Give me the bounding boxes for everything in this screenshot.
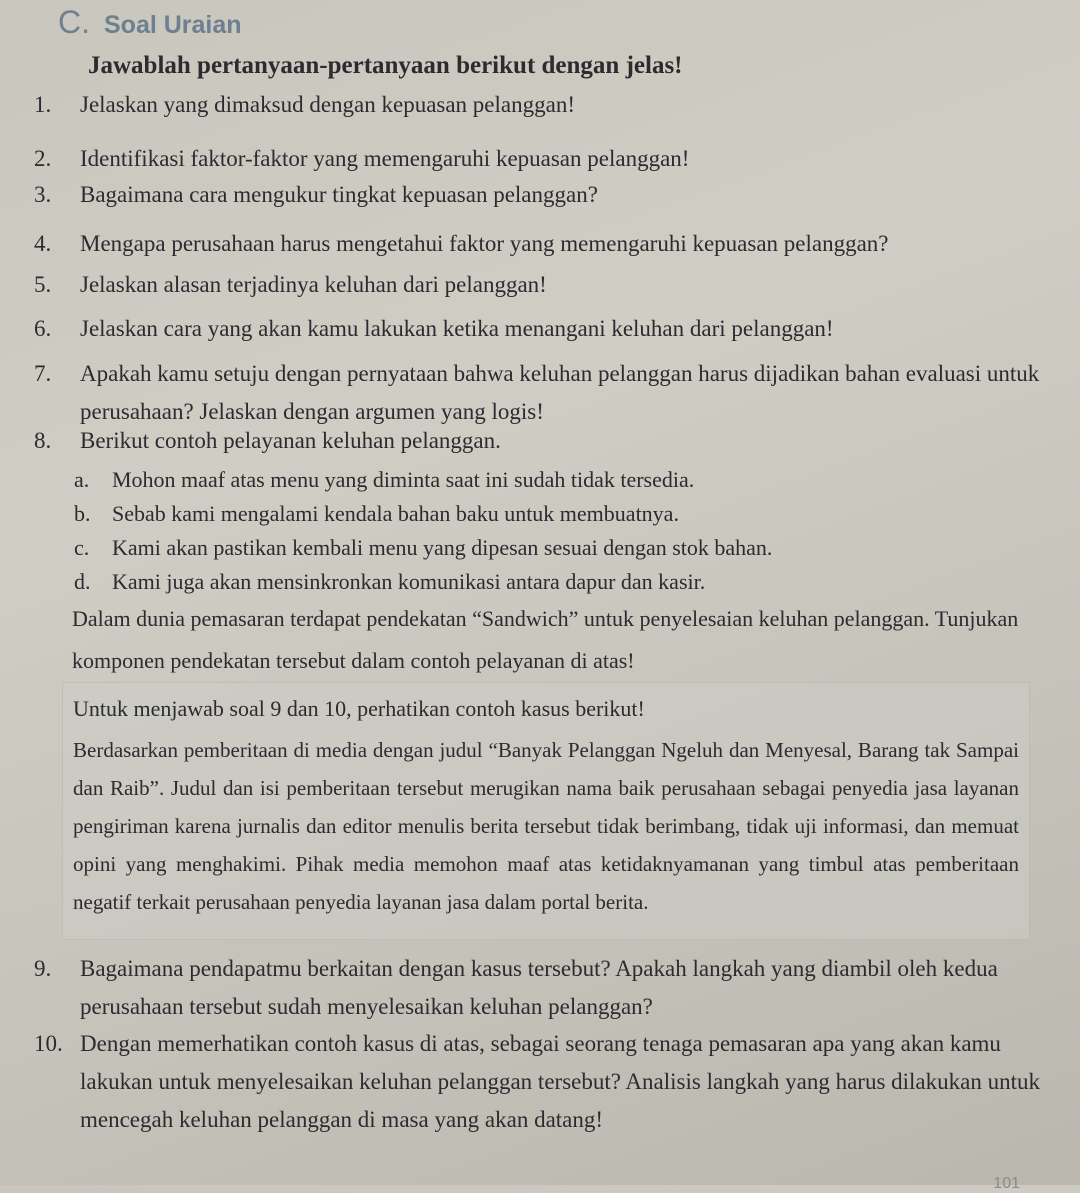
question-item xyxy=(34,86,1069,124)
question-text: Bagaimana cara mengukur tingkat kepuasan pelanggan? xyxy=(80,182,598,207)
option-text: Sebab kami mengalami kendala bahan baku untuk membuatnya. xyxy=(112,501,679,526)
question-number: 3. xyxy=(34,182,52,207)
case-intro: Untuk menjawab soal 9 dan 10, perhatikan contoh kasus berikut! xyxy=(73,696,645,721)
question-text: Bagaimana pendapatmu berkaitan dengan kasus tersebut? Apakah langkah yang diambil oleh kedua perusahaan tersebut sudah menyelesaikan keluhan pelanggan? xyxy=(80,956,998,1019)
question-text: Apakah kamu setuju dengan pernyataan bahwa keluhan pelanggan harus dijadikan bahan evaluasi untuk perusahaan? Jelaskan dengan argumen yang logis! xyxy=(80,361,1040,424)
question-item xyxy=(34,176,1069,214)
question-text: Dengan memerhatikan contoh kasus di atas, sebagai seorang tenaga pemasaran apa yang akan kamu lakukan untuk menyelesaikan keluhan pelanggan tersebut? Analisis langkah yang harus dilakukan untuk mencegah keluhan pelanggan di masa yang akan datang! xyxy=(80,1031,1040,1132)
option-label: c. xyxy=(74,535,90,560)
answer-option xyxy=(74,496,1064,532)
question-item xyxy=(34,422,1069,460)
option-text: Kami akan pastikan kembali menu yang dipesan sesuai dengan stok bahan. xyxy=(112,535,773,560)
answer-option xyxy=(74,564,1064,600)
question-item xyxy=(34,950,1069,1026)
answer-option xyxy=(74,462,1064,498)
answer-option xyxy=(74,530,1064,566)
page-number: 101 xyxy=(993,1175,1020,1192)
question-text: Jelaskan yang dimaksud dengan kepuasan pelanggan! xyxy=(80,92,575,117)
question-item xyxy=(34,225,1069,263)
question-number: 4. xyxy=(34,231,52,256)
section-title: Soal Uraian xyxy=(104,11,242,39)
option-label: d. xyxy=(74,569,91,594)
question-item xyxy=(34,1025,1069,1139)
case-study-box xyxy=(62,682,1030,940)
question-text: Mengapa perusahaan harus mengetahui faktor yang memengaruhi kepuasan pelanggan? xyxy=(80,231,889,256)
question-number: 6. xyxy=(34,316,52,341)
q8-paragraph: Dalam dunia pemasaran terdapat pendekatan “Sandwich” untuk penyelesaian keluhan pelanggan. Tunjukan komponen pendekatan tersebut dalam contoh pelayanan di atas! xyxy=(72,606,1019,673)
question-item xyxy=(34,310,1069,348)
option-label: a. xyxy=(74,467,90,492)
question-text: Berikut contoh pelayanan keluhan pelanggan. xyxy=(80,428,501,453)
question-item xyxy=(34,355,1069,431)
question-number: 5. xyxy=(34,272,52,297)
question-number: 8. xyxy=(34,428,52,453)
question-text: Jelaskan cara yang akan kamu lakukan ketika menangani keluhan dari pelanggan! xyxy=(80,316,834,341)
question-number: 1. xyxy=(34,92,52,117)
question-text: Identifikasi faktor-faktor yang memengaruhi kepuasan pelanggan! xyxy=(80,146,690,171)
option-text: Kami juga akan mensinkronkan komunikasi antara dapur dan kasir. xyxy=(112,569,706,594)
question-number: 10. xyxy=(34,1031,63,1056)
question-number: 9. xyxy=(34,956,52,981)
question-item xyxy=(34,266,1069,304)
case-body: Berdasarkan pemberitaan di media dengan judul “Banyak Pelanggan Ngeluh dan Menyesal, Barang tak Sampai dan Raib”. Judul dan isi pemberitaan tersebut merugikan nama baik perusahaan sebagai penyedia jasa layanan pengiriman karena jurnalis dan editor menulis berita tersebut tidak berimbang, tidak uji informasi, dan memuat opini yang menghakimi. Pihak media memohon maaf atas ketidaknyamanan yang timbul atas pemberitaan negatif terkait perusahaan penyedia layanan jasa dalam portal berita. xyxy=(73,738,1019,914)
section-letter: C. xyxy=(58,4,90,40)
instruction: Jawablah pertanyaan-pertanyaan berikut dengan jelas! xyxy=(88,52,683,79)
question-item xyxy=(34,140,1069,178)
question-number: 2. xyxy=(34,146,52,171)
option-label: b. xyxy=(74,501,91,526)
section-header xyxy=(58,4,242,41)
option-text: Mohon maaf atas menu yang diminta saat ini sudah tidak tersedia. xyxy=(112,467,695,492)
question-number: 7. xyxy=(34,361,52,386)
question-text: Jelaskan alasan terjadinya keluhan dari pelanggan! xyxy=(80,272,547,297)
